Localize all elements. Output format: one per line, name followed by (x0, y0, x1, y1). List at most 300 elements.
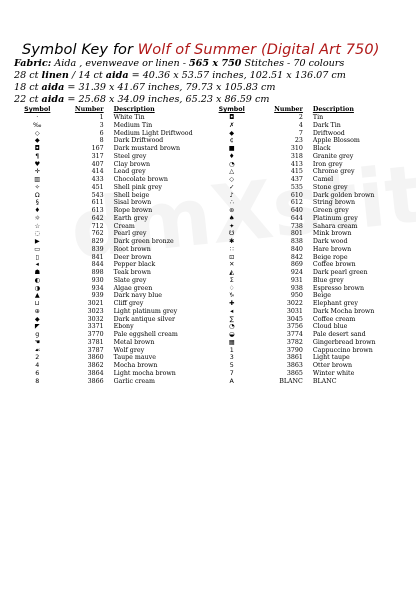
description-cell: BLANC (312, 377, 337, 385)
size-22-prefix: 22 ct (14, 94, 42, 105)
description-cell: White Tin (113, 114, 145, 121)
number-cell: 8 (99, 137, 104, 145)
number-cell: 3045 (286, 315, 303, 323)
table-row (208, 223, 408, 231)
title-prefix: Symbol Key for (22, 42, 138, 58)
table-row (8, 347, 208, 355)
symbol-cell: ✦ (229, 222, 235, 230)
table-header-row (8, 106, 208, 114)
table-row (8, 370, 208, 378)
table-row (208, 285, 408, 293)
number-cell: 613 (91, 207, 104, 214)
symbol-cell: · (36, 114, 39, 121)
symbol-cell: ◔ (228, 160, 235, 168)
table-row (208, 145, 408, 153)
symbol-cell: ⊡ (229, 253, 235, 261)
table-row (208, 137, 408, 145)
number-cell: 898 (91, 269, 104, 276)
symbol-cell: 7 (229, 369, 234, 377)
table-row (8, 277, 208, 285)
number-cell: 950 (290, 292, 303, 300)
table-row (208, 347, 408, 355)
table-row (208, 378, 408, 386)
symbol-table-right (208, 106, 408, 385)
description-cell: Sisal brown (113, 199, 152, 207)
number-cell: 3790 (286, 346, 303, 354)
description-cell: Earth grey (113, 214, 148, 222)
description-cell: Mocha brown (113, 362, 158, 369)
number-cell: 644 (290, 214, 303, 222)
symbol-cell: ∑ (229, 315, 234, 323)
table-row (208, 308, 408, 316)
symbol-cell: ⊕ (34, 307, 40, 315)
number-cell: 762 (91, 230, 104, 238)
size-28-linen: linen (41, 70, 69, 81)
description-cell: Coffee cream (312, 315, 356, 323)
number-cell: 310 (290, 145, 303, 152)
description-cell: Dark green bronze (113, 238, 174, 245)
symbol-table-left (8, 106, 208, 385)
description-cell: Light platinum grey (113, 307, 178, 315)
number-cell: 938 (290, 284, 303, 292)
symbol-cell: ☋ (228, 230, 235, 238)
symbol-cell: ✱ (229, 238, 235, 245)
table-row (208, 207, 408, 215)
size-line-18ct (14, 82, 276, 94)
description-cell: Ebony (113, 323, 134, 331)
description-cell: Cloud blue (312, 323, 348, 331)
symbol-cell: ◘ (34, 145, 40, 152)
table-row (208, 277, 408, 285)
number-cell: 317 (91, 152, 104, 160)
description-cell: Garlic cream (113, 377, 155, 385)
number-cell: 3864 (87, 369, 104, 377)
number-cell: 318 (290, 152, 303, 160)
description-cell: Wolf grey (113, 346, 145, 354)
number-cell: 6 (99, 129, 104, 137)
table-row (8, 223, 208, 231)
symbol-cell: ◘ (229, 114, 235, 121)
table-row (208, 192, 408, 200)
size-18-dims: = 31.39 x 41.67 inches, 79.73 x 105.83 cm (64, 82, 276, 93)
table-row (208, 161, 408, 169)
symbol-cell: ◂ (230, 307, 234, 315)
table-row (8, 285, 208, 293)
symbol-cell: ☼ (34, 214, 41, 222)
description-cell: Dark Tin (312, 121, 341, 129)
description-cell: Granite grey (312, 152, 354, 160)
symbol-cell: ◇ (229, 176, 235, 183)
table-row (8, 130, 208, 138)
number-cell: 930 (91, 276, 104, 284)
description-cell: Winter white (312, 369, 355, 377)
description-cell: Espresso brown (312, 284, 365, 292)
description-cell: Blue grey (312, 276, 344, 284)
symbol-cell: ◆ (229, 129, 235, 137)
symbol-cell: Σ (229, 276, 234, 284)
symbol-cell: ∴ (229, 199, 234, 207)
size-28-prefix: 28 ct (14, 70, 42, 81)
description-cell: Dark wood (312, 238, 348, 245)
table-row (8, 269, 208, 277)
number-cell: 3021 (87, 300, 104, 307)
table-row (8, 153, 208, 161)
symbol-cell: ◌ (34, 230, 41, 238)
symbol-cell: ▥ (34, 176, 41, 183)
number-cell: 407 (91, 160, 104, 168)
description-cell: Tin (312, 114, 324, 121)
table-row (8, 339, 208, 347)
number-cell: 612 (290, 199, 303, 207)
symbol-cell: ⊛ (229, 207, 235, 214)
description-cell: Deer brown (113, 253, 152, 261)
number-cell: 3774 (286, 331, 303, 338)
description-cell: Rope brown (113, 207, 153, 214)
table-row (8, 254, 208, 262)
symbol-cell: ✓ (229, 183, 235, 191)
symbol-cell: ⊔ (34, 300, 40, 307)
description-cell: Stone grey (312, 183, 348, 191)
stitch-text: Stitches - 70 colours (241, 58, 345, 69)
size-18-aida: aida (41, 82, 65, 93)
symbol-cell: ☗ (34, 269, 41, 276)
table-row (8, 192, 208, 200)
header-number: Number (274, 106, 303, 113)
number-cell: 3861 (286, 354, 303, 362)
symbol-cell: Ω (34, 191, 40, 199)
number-cell: 844 (91, 261, 104, 269)
symbol-cell: ◂ (35, 261, 39, 269)
description-cell: Pearl grey (113, 230, 147, 238)
description-cell: Medium Light Driftwood (113, 129, 193, 137)
number-cell: 3371 (87, 323, 104, 331)
symbol-cell: ¢ (229, 137, 234, 145)
size-22-aida: aida (41, 94, 65, 105)
symbol-cell: ✕ (229, 261, 235, 269)
symbol-cell: ♦ (228, 152, 235, 160)
number-cell: 842 (290, 253, 303, 261)
table-row (8, 207, 208, 215)
number-cell: 7 (298, 129, 303, 137)
description-cell: Iron grey (312, 160, 343, 168)
number-cell: 3 (99, 121, 104, 129)
symbol-cell: ◆ (34, 315, 40, 323)
header-symbol: Symbol (218, 106, 245, 113)
description-cell: Pale eggshell cream (113, 331, 178, 338)
description-cell: Black (312, 145, 331, 152)
description-cell: Apple Blossom (312, 137, 360, 145)
number-cell: 3865 (286, 369, 303, 377)
header-description: Description (312, 106, 354, 113)
description-cell: Teak brown (113, 269, 151, 276)
number-cell: 415 (290, 168, 303, 176)
number-cell: 3023 (87, 307, 104, 315)
table-row (208, 153, 408, 161)
description-cell: Otter brown (312, 362, 353, 369)
number-cell: 3860 (87, 354, 104, 362)
table-row (8, 199, 208, 207)
number-cell: 3031 (286, 307, 303, 315)
number-cell: 738 (290, 222, 303, 230)
description-cell: Driftwood (312, 129, 345, 137)
stitch-count: 565 x 750 (189, 58, 242, 69)
table-row (8, 161, 208, 169)
description-cell: Light taupe (312, 354, 350, 362)
symbol-cell: ✗ (229, 121, 235, 129)
description-cell: Camel (312, 176, 334, 183)
table-row (8, 261, 208, 269)
table-row (208, 184, 408, 192)
table-row (8, 362, 208, 370)
description-cell: Green grey (312, 207, 349, 214)
number-cell: 712 (91, 222, 104, 230)
table-row (208, 316, 408, 324)
number-cell: 437 (290, 176, 303, 183)
number-cell: 3782 (286, 338, 303, 346)
symbol-cell: g (35, 331, 40, 338)
symbol-cell: ♠ (228, 214, 235, 222)
table-row (208, 246, 408, 254)
number-cell: 829 (91, 238, 104, 245)
number-cell: 535 (290, 183, 303, 191)
symbol-cell: § (35, 199, 39, 207)
symbol-cell: ♑ (228, 292, 235, 300)
description-cell: Medium Tin (113, 121, 153, 129)
page-title (22, 42, 379, 58)
size-22-dims: = 25.68 x 34.09 inches, 65.23 x 86.59 cm (64, 94, 270, 105)
table-row (208, 269, 408, 277)
number-cell: 2 (298, 114, 303, 121)
number-cell: 3781 (87, 338, 104, 346)
symbol-cell: 5 (229, 362, 234, 369)
number-cell: 801 (290, 230, 303, 238)
fabric-label: Fabric: (14, 58, 52, 69)
number-cell: 3866 (87, 377, 104, 385)
table-row (8, 246, 208, 254)
table-row (208, 215, 408, 223)
header-symbol: Symbol (24, 106, 51, 113)
table-row (208, 261, 408, 269)
symbol-cell: 6 (35, 369, 40, 377)
symbol-cell: ▭ (34, 245, 41, 253)
table-row (8, 354, 208, 362)
table-row (208, 370, 408, 378)
table-row (8, 184, 208, 192)
symbol-cell: 3 (229, 354, 234, 362)
table-row (8, 292, 208, 300)
table-row (208, 176, 408, 184)
symbol-cell: ■ (228, 145, 235, 152)
symbol-cell: ♥ (34, 160, 41, 168)
number-cell: 934 (91, 284, 104, 292)
header-number: Number (74, 106, 104, 113)
table-row (8, 323, 208, 331)
description-cell: Chrome grey (312, 168, 355, 176)
number-cell: 413 (290, 160, 303, 168)
number-cell: 1 (99, 114, 104, 121)
description-cell: Slate grey (113, 276, 147, 284)
number-cell: 4 (298, 121, 303, 129)
number-cell: 543 (91, 191, 104, 199)
table-row (8, 300, 208, 308)
symbol-cell: ◑ (34, 284, 41, 292)
description-cell: Dark pearl green (312, 269, 368, 276)
table-row (8, 308, 208, 316)
table-row (8, 176, 208, 184)
table-header-row (208, 106, 408, 114)
table-row (208, 354, 408, 362)
fabric-text: Aida , evenweave or linen - (51, 58, 189, 69)
symbol-cell: ☙ (34, 346, 41, 354)
table-row (8, 215, 208, 223)
description-cell: Algae green (113, 284, 153, 292)
number-cell: 839 (91, 245, 104, 253)
table-row (8, 168, 208, 176)
description-cell: Beige rope (312, 253, 348, 261)
number-cell: 3756 (286, 323, 303, 331)
symbol-cell: △ (229, 168, 235, 176)
table-row (208, 122, 408, 130)
number-cell: 931 (290, 276, 303, 284)
number-cell: 451 (91, 183, 104, 191)
symbol-cell: 2 (35, 354, 40, 362)
number-cell: 3022 (286, 300, 303, 307)
description-cell: Lead grey (113, 168, 146, 176)
table-row (208, 292, 408, 300)
number-cell: 939 (91, 292, 104, 300)
symbol-cell: ¶ (35, 152, 40, 160)
number-cell: 642 (91, 214, 104, 222)
symbol-cell: ✚ (229, 300, 235, 307)
table-row (208, 300, 408, 308)
description-cell: Coffee brown (312, 261, 356, 269)
symbol-cell: A (229, 377, 234, 385)
table-row (208, 199, 408, 207)
symbol-cell: ✛ (34, 168, 40, 176)
table-row (8, 378, 208, 386)
symbol-cell: ☆ (34, 222, 41, 230)
symbol-cell: ◐ (34, 276, 41, 284)
description-cell: Beige (312, 292, 332, 300)
description-cell: Hare brown (312, 245, 352, 253)
table-row (208, 362, 408, 370)
description-cell: Elephant grey (312, 300, 358, 307)
description-cell: Gingerbread brown (312, 338, 376, 346)
table-row (8, 331, 208, 339)
table-row (208, 230, 408, 238)
number-cell: BLANC (279, 377, 303, 385)
table-row (8, 238, 208, 246)
table-row (208, 168, 408, 176)
size-line-22ct (14, 94, 269, 106)
symbol-cell: ◇ (34, 129, 40, 137)
description-cell: Pale desert sand (312, 331, 366, 338)
symbol-cell: ◭ (229, 269, 235, 276)
table-row (208, 130, 408, 138)
symbol-cell: ✧ (34, 183, 40, 191)
header-description: Description (113, 106, 155, 113)
description-cell: Dark golden brown (312, 191, 375, 199)
table-row (8, 316, 208, 324)
description-cell: Shell beige (113, 191, 150, 199)
description-cell: Dark navy blue (113, 292, 163, 300)
number-cell: 414 (91, 168, 104, 176)
description-cell: Shell pink grey (113, 183, 162, 191)
size-28-dims: = 40.36 x 53.57 inches, 102.51 x 136.07 cm (128, 70, 346, 81)
symbol-cell: ‰ (33, 121, 42, 129)
symbol-cell: ▯ (35, 253, 39, 261)
symbol-cell: 4 (35, 362, 40, 369)
table-row (8, 230, 208, 238)
number-cell: 640 (290, 207, 303, 214)
number-cell: 3770 (87, 331, 104, 338)
number-cell: 924 (290, 269, 303, 276)
size-28-mid: / 14 ct (68, 70, 106, 81)
symbol-cell: ◤ (34, 323, 40, 331)
description-cell: Steel grey (113, 152, 147, 160)
symbol-cell: ♢ (228, 284, 235, 292)
number-cell: 841 (91, 253, 104, 261)
number-cell: 3787 (87, 346, 104, 354)
symbol-cell: ▶ (34, 238, 40, 245)
number-cell: 869 (290, 261, 303, 269)
table-row (208, 114, 408, 122)
number-cell: 3862 (87, 362, 104, 369)
table-row (208, 331, 408, 339)
table-row (8, 137, 208, 145)
description-cell: Clay brown (113, 160, 151, 168)
symbol-cell: ☚ (34, 338, 41, 346)
description-cell: String brown (312, 199, 356, 207)
table-row (208, 339, 408, 347)
description-cell: Dark antique silver (113, 315, 175, 323)
table-row (8, 122, 208, 130)
number-cell: 23 (294, 137, 303, 145)
number-cell: 838 (290, 238, 303, 245)
table-row (208, 238, 408, 246)
description-cell: Dark Driftwood (113, 137, 164, 145)
table-row (208, 323, 408, 331)
symbol-cell: ◆ (34, 137, 40, 145)
pattern-name: Wolf of Summer (Digital Art 750) (137, 42, 380, 58)
table-row (8, 145, 208, 153)
description-cell: Mink brown (312, 230, 352, 238)
symbol-cell: ♪ (229, 191, 234, 199)
number-cell: 167 (91, 145, 104, 152)
size-28-aida: aida (105, 70, 129, 81)
symbol-cell: ♦ (34, 207, 41, 214)
symbol-cell: ∷ (229, 245, 234, 253)
symbol-cell: ◔ (228, 323, 235, 331)
fabric-line (14, 58, 344, 70)
number-cell: 3863 (286, 362, 303, 369)
number-cell: 611 (91, 199, 104, 207)
symbol-cell: ▲ (34, 292, 40, 300)
number-cell: 433 (91, 176, 104, 183)
description-cell: Root brown (113, 245, 151, 253)
description-cell: Cream (113, 222, 135, 230)
table-row (8, 114, 208, 122)
description-cell: Taupe mauve (113, 354, 156, 362)
table-row (208, 254, 408, 262)
symbol-cell: ◒ (228, 331, 235, 338)
description-cell: Dark mustard brown (113, 145, 181, 152)
description-cell: Pepper black (113, 261, 156, 269)
description-cell: Sahara cream (312, 222, 358, 230)
symbol-cell: 1 (229, 346, 234, 354)
description-cell: Metal brown (113, 338, 155, 346)
description-cell: Dark Mocha brown (312, 307, 375, 315)
